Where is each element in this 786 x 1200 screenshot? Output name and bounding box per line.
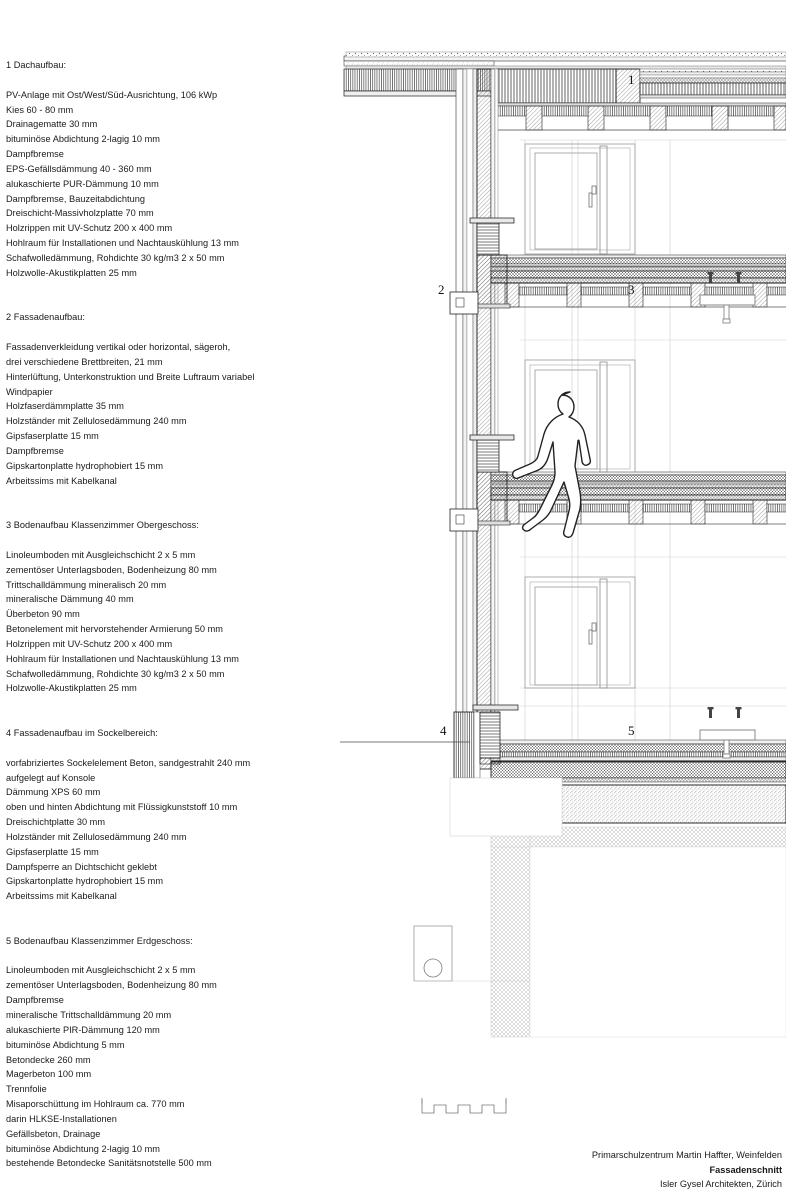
legend-line: zementöser Unterlagsboden, Bodenheizung 80 mm [6,980,217,991]
legend-line: bituminöse Abdichtung 2-lagig 10 mm [6,134,160,145]
acoustic-panels-middle [519,504,786,512]
legend-block-title: 4 Fassadenaufbau im Sockelbereich: [6,727,158,738]
legend-line: Gipsfaserplatte 15 mm [6,431,99,442]
legend-line: Dampfbremse [6,445,64,456]
callout-3: 3 [628,282,635,297]
legend-line: bituminöse Abdichtung 5 mm [6,1039,125,1050]
legend-line: Dampfbremse [6,149,64,160]
legend-line: Holzrippen mit UV-Schutz 200 x 400 mm [6,638,173,649]
legend-line: Drainagematte 30 mm [6,119,98,130]
legend-line: oben und hinten Abdichtung mit Flüssigkunststoff 10 mm [6,802,238,813]
legend-line: Gipsfaserplatte 15 mm [6,846,99,857]
legend-line: Gefällsbeton, Drainage [6,1128,101,1139]
legend-spacer [6,73,324,88]
legend-line: Schafwolledämmung, Rohdichte 30 kg/m3 2 x 50 mm [6,252,225,263]
legend-line: Dreischichtplatte 30 mm [6,817,106,828]
legend-block [6,934,324,1172]
legend-line: Hohlraum für Installationen und Nachtauskühlung 13 mm [6,238,239,249]
legend-line: Trittschalldämmung mineralisch 20 mm [6,579,167,590]
legend-line: Holzständer mit Zellulosedämmung 240 mm [6,831,187,842]
drawing-title: Fassadenschnitt [709,1164,782,1175]
legend-block-title: 5 Bodenaufbau Klassenzimmer Erdgeschoss: [6,935,193,946]
legend-block-title: 2 Fassadenaufbau: [6,312,86,323]
facade-section-drawing [330,40,786,1150]
legend-line: Misaporschüttung im Hohlraum ca. 770 mm [6,1099,185,1110]
legend-line: Überbeton 90 mm [6,609,80,620]
legend-block-spacer [6,488,324,518]
legend-line: vorfabriziertes Sockelelement Beton, sandgestrahlt 240 mm [6,757,251,768]
legend-line: mineralische Dämmung 40 mm [6,594,134,605]
callout-5: 5 [628,723,635,738]
legend-block [6,58,324,281]
legend-spacer [6,325,324,340]
legend-line: Trennfolie [6,1084,47,1095]
acoustic-panels-upper [519,287,786,295]
legend-spacer [6,533,324,548]
legend-line: Fassadenverkleidung vertikal oder horizontal, sägeroh, [6,342,231,353]
section-drawing-svg [330,40,786,1150]
title-block [592,1148,782,1192]
legend-column [6,58,324,1171]
legend-line: alukaschierte PUR-Dämmung 10 mm [6,178,159,189]
legend-line: Arbeitssims mit Kabelkanal [6,475,117,486]
legend-block-spacer [6,281,324,311]
legend-line: Hohlraum für Installationen und Nachtauskühlung 13 mm [6,653,239,664]
legend-spacer [6,949,324,964]
callout-1: 1 [628,72,635,87]
legend-block-spacer [6,904,324,934]
architect-name: Isler Gysel Architekten, Zürich [659,1179,782,1190]
legend-line: Dampfbremse [6,995,64,1006]
legend-block [6,518,324,696]
legend-line: Dampfsperre an Dichtschicht geklebt [6,861,157,872]
legend-block-title: 3 Bodenaufbau Klassenzimmer Obergeschoss: [6,520,199,531]
legend-line: zementöser Unterlagsboden, Bodenheizung 80 mm [6,564,217,575]
legend-block [6,726,324,904]
legend-line: bituminöse Abdichtung 2-lagig 10 mm [6,1143,160,1154]
legend-line: Arbeitssims mit Kabelkanal [6,891,117,902]
legend-line: Holzrippen mit UV-Schutz 200 x 400 mm [6,223,173,234]
legend-line: Hinterlüftung, Unterkonstruktion und Breite Luftraum variabel [6,371,255,382]
callout-4: 4 [440,723,447,738]
legend-line: Magerbeton 100 mm [6,1069,92,1080]
legend-line: darin HLKSE-Installationen [6,1113,117,1124]
legend-line: Dämmung XPS 60 mm [6,787,101,798]
legend-line: bestehende Betondecke Sanitätsnotstelle 500 mm [6,1158,212,1169]
legend-line: EPS-Gefällsdämmung 40 - 360 mm [6,163,152,174]
legend-line: Betonelement mit hervorstehender Armierung 50 mm [6,624,223,635]
legend-line: Holzfaserdämmplatte 35 mm [6,401,124,412]
legend-line: Holzständer mit Zellulosedämmung 240 mm [6,416,187,427]
legend-line: Gipskartonplatte hydrophobiert 15 mm [6,460,163,471]
legend-line: PV-Anlage mit Ost/West/Süd-Ausrichtung, 106 kWp [6,89,218,100]
legend-line: Windpapier [6,386,53,397]
legend-line: alukaschierte PIR-Dämmung 120 mm [6,1024,160,1035]
project-name: Primarschulzentrum Martin Haffter, Weinfelden [591,1150,782,1161]
legend-line: drei verschiedene Brettbreiten, 21 mm [6,356,163,367]
legend-line: mineralische Trittschalldämmung 20 mm [6,1010,172,1020]
legend-line: Holzwolle-Akustikplatten 25 mm [6,267,137,278]
legend-line: Dampfbremse, Bauzeitabdichtung [6,193,145,204]
legend-block-title: 1 Dachaufbau: [6,60,67,70]
legend-line: aufgelegt auf Konsole [6,772,96,783]
legend-block-spacer [6,696,324,726]
legend-line: Dreischicht-Massivholzplatte 70 mm [6,208,154,219]
legend-line: Betondecke 260 mm [6,1054,91,1065]
legend-line: Schafwolledämmung, Rohdichte 30 kg/m3 2 x 50 mm [6,668,225,679]
legend-line: Linoleumboden mit Ausgleichschicht 2 x 5 mm [6,549,196,560]
legend-line: Kies 60 - 80 mm [6,104,74,115]
legend-line: Holzwolle-Akustikplatten 25 mm [6,683,137,694]
legend-spacer [6,741,324,756]
legend-line: Linoleumboden mit Ausgleichschicht 2 x 5 mm [6,965,196,976]
legend-block [6,310,324,488]
facade-wall-section [456,69,498,769]
legend-line: Gipskartonplatte hydrophobiert 15 mm [6,876,163,887]
callout-2: 2 [438,282,445,297]
